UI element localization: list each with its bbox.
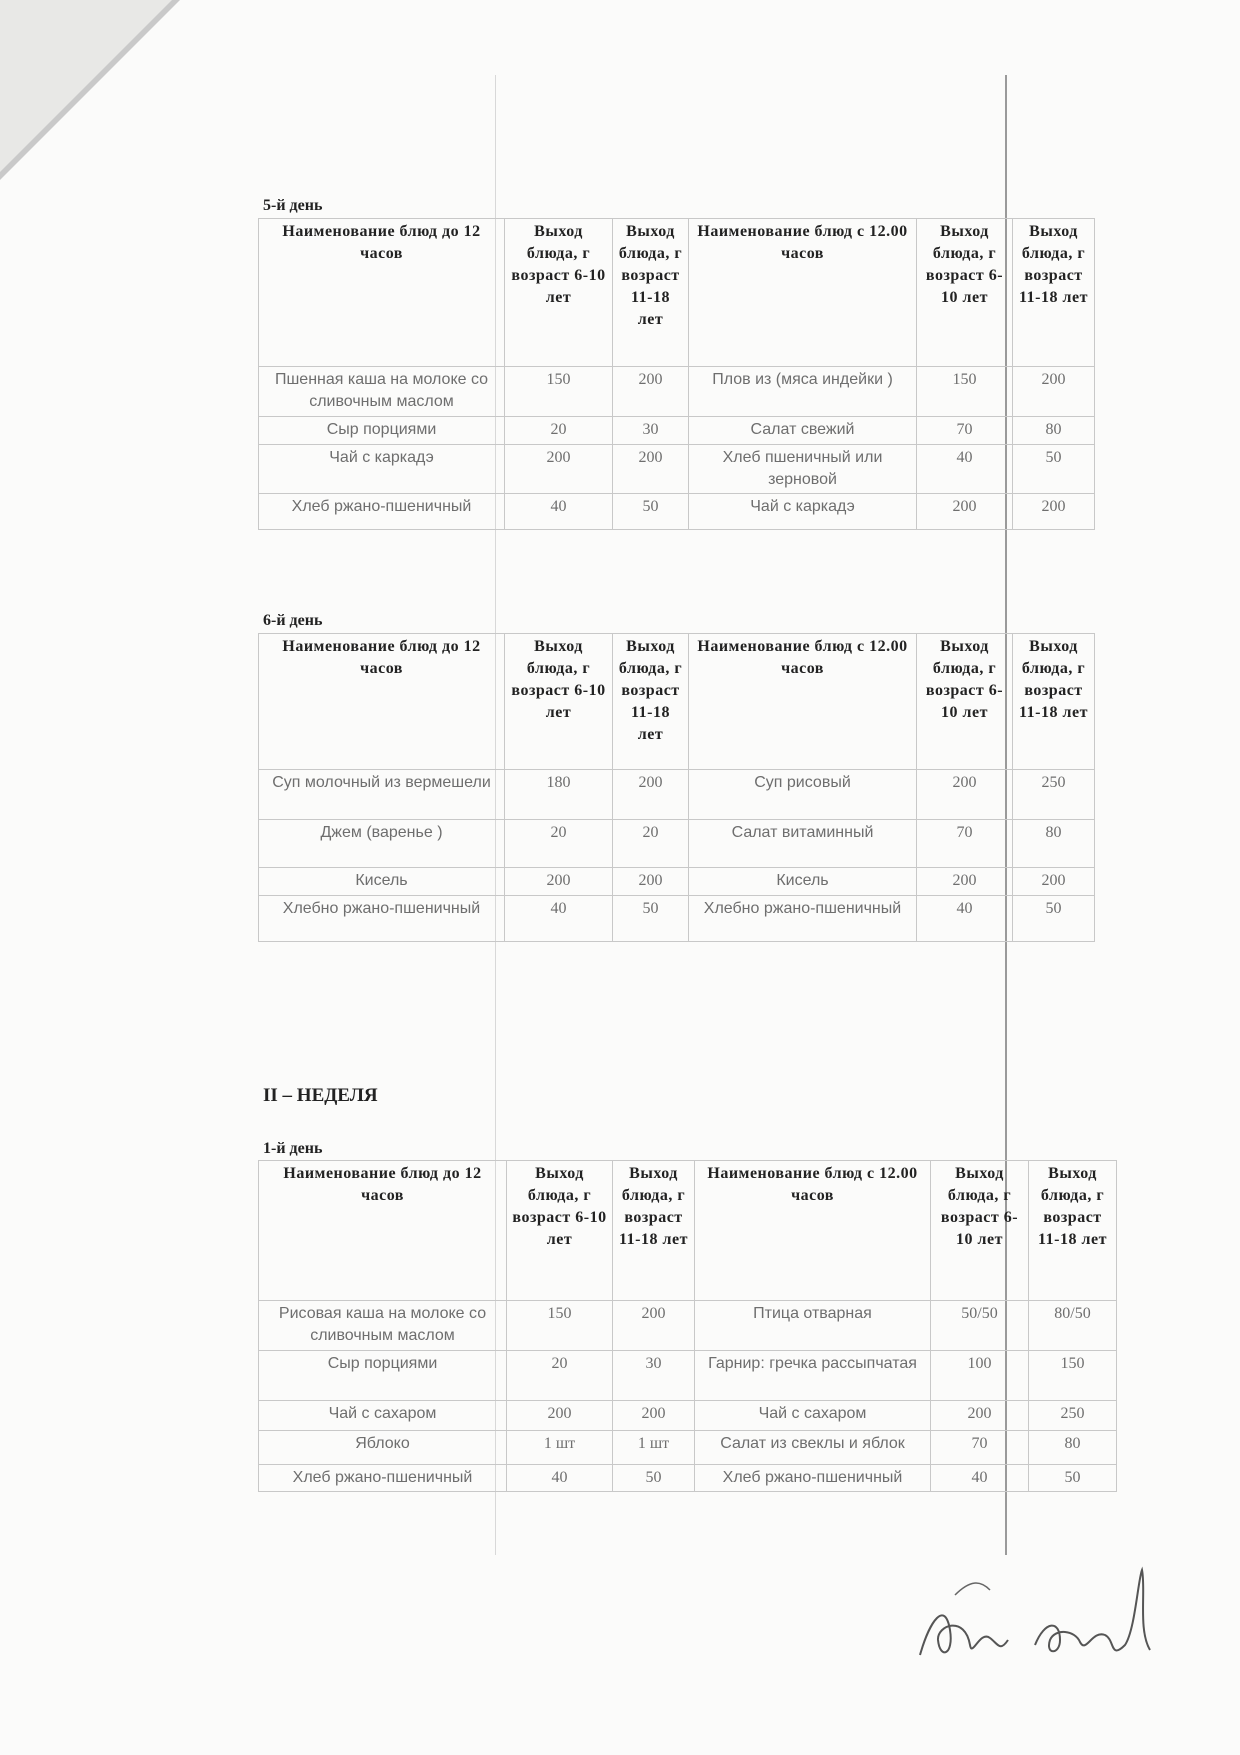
dish-after-12-cell: Плов из (мяса индейки ) xyxy=(689,367,917,417)
menu-table-day5 xyxy=(258,218,1095,530)
yield-11-18-cell: 50 xyxy=(613,896,689,942)
dish-before-12-cell: Яблоко xyxy=(259,1431,507,1465)
header-yield-6-10: Выход блюда, г возраст 6-10 лет xyxy=(505,634,613,770)
dish-before-12-cell: Рисовая каша на молоке со сливочным маслом xyxy=(259,1301,507,1351)
dish-before-12-cell: Хлеб ржано-пшеничный xyxy=(259,494,505,530)
dish-after-12-cell: Хлеб ржано-пшеничный xyxy=(695,1465,931,1492)
yield-11-18-cell: 80 xyxy=(1029,1431,1117,1465)
week-heading: II – НЕДЕЛЯ xyxy=(263,1085,378,1106)
yield-11-18-cell: 200 xyxy=(613,445,689,494)
table-row xyxy=(259,770,1095,820)
day-heading: 5-й день xyxy=(263,197,323,214)
dish-after-12-cell: Чай с каркадэ xyxy=(689,494,917,530)
yield-11-18-cell: 200 xyxy=(1013,494,1095,530)
table-row xyxy=(259,1465,1117,1492)
header-yield-6-10: Выход блюда, г возраст 6-10 лет xyxy=(507,1161,613,1301)
table-row xyxy=(259,820,1095,868)
yield-11-18-cell: 80 xyxy=(1013,417,1095,445)
header-yield-11-18: Выход блюда, г возраст 11-18 лет xyxy=(613,1161,695,1301)
yield-6-10-cell: 1 шт xyxy=(507,1431,613,1465)
yield-6-10-cell: 40 xyxy=(917,445,1013,494)
yield-6-10-cell: 70 xyxy=(931,1431,1029,1465)
yield-6-10-cell: 200 xyxy=(917,868,1013,896)
yield-6-10-cell: 40 xyxy=(931,1465,1029,1492)
yield-11-18-cell: 200 xyxy=(613,770,689,820)
header-yield-11-18: Выход блюда, г возраст 11-18 лет xyxy=(613,634,689,770)
yield-6-10-cell: 150 xyxy=(505,367,613,417)
header-name-before-12: Наименование блюд до 12 часов xyxy=(259,219,505,367)
dish-before-12-cell: Пшенная каша на молоке со сливочным маслом xyxy=(259,367,505,417)
yield-11-18-cell: 80/50 xyxy=(1029,1301,1117,1351)
folded-corner-shadow xyxy=(0,0,172,172)
header-yield-6-10: Выход блюда, г возраст 6-10 лет xyxy=(931,1161,1029,1301)
yield-11-18-cell: 50 xyxy=(1029,1465,1117,1492)
yield-6-10-cell: 40 xyxy=(917,896,1013,942)
yield-6-10-cell: 200 xyxy=(917,494,1013,530)
yield-6-10-cell: 20 xyxy=(507,1351,613,1401)
yield-11-18-cell: 50 xyxy=(1013,445,1095,494)
yield-6-10-cell: 180 xyxy=(505,770,613,820)
header-yield-11-18: Выход блюда, г возраст 11-18 лет xyxy=(1013,634,1095,770)
yield-6-10-cell: 70 xyxy=(917,417,1013,445)
yield-11-18-cell: 50 xyxy=(613,494,689,530)
dish-before-12-cell: Сыр порциями xyxy=(259,1351,507,1401)
yield-11-18-cell: 200 xyxy=(1013,868,1095,896)
yield-11-18-cell: 200 xyxy=(613,367,689,417)
dish-after-12-cell: Кисель xyxy=(689,868,917,896)
yield-11-18-cell: 1 шт xyxy=(613,1431,695,1465)
header-name-before-12: Наименование блюд до 12 часов xyxy=(259,634,505,770)
menu-table-week2-day1 xyxy=(258,1160,1117,1492)
header-name-before-12: Наименование блюд до 12 часов xyxy=(259,1161,507,1301)
yield-6-10-cell: 150 xyxy=(507,1301,613,1351)
table-row xyxy=(259,1401,1117,1431)
day-heading: 1-й день xyxy=(263,1140,323,1157)
dish-after-12-cell: Суп рисовый xyxy=(689,770,917,820)
header-yield-6-10: Выход блюда, г возраст 6-10 лет xyxy=(505,219,613,367)
header-name-after-12: Наименование блюд с 12.00 часов xyxy=(689,219,917,367)
yield-6-10-cell: 40 xyxy=(505,494,613,530)
table-row xyxy=(259,445,1095,494)
table-row xyxy=(259,417,1095,445)
day-heading: 6-й день xyxy=(263,612,323,629)
dish-before-12-cell: Сыр порциями xyxy=(259,417,505,445)
yield-11-18-cell: 200 xyxy=(613,868,689,896)
yield-6-10-cell: 20 xyxy=(505,820,613,868)
dish-after-12-cell: Салат свежий xyxy=(689,417,917,445)
table-row xyxy=(259,868,1095,896)
dish-before-12-cell: Джем (варенье ) xyxy=(259,820,505,868)
header-name-after-12: Наименование блюд с 12.00 часов xyxy=(695,1161,931,1301)
dish-after-12-cell: Птица отварная xyxy=(695,1301,931,1351)
dish-before-12-cell: Чай с сахаром xyxy=(259,1401,507,1431)
yield-6-10-cell: 200 xyxy=(917,770,1013,820)
table-row xyxy=(259,896,1095,942)
table-row xyxy=(259,367,1095,417)
yield-11-18-cell: 30 xyxy=(613,1351,695,1401)
dish-before-12-cell: Чай с каркадэ xyxy=(259,445,505,494)
yield-11-18-cell: 250 xyxy=(1029,1401,1117,1431)
dish-after-12-cell: Чай с сахаром xyxy=(695,1401,931,1431)
dish-before-12-cell: Кисель xyxy=(259,868,505,896)
table-row xyxy=(259,1301,1117,1351)
yield-11-18-cell: 200 xyxy=(613,1401,695,1431)
signature xyxy=(910,1560,1170,1680)
yield-6-10-cell: 100 xyxy=(931,1351,1029,1401)
header-yield-11-18: Выход блюда, г возраст 11-18 лет xyxy=(1013,219,1095,367)
dish-after-12-cell: Хлебно ржано-пшеничный xyxy=(689,896,917,942)
yield-11-18-cell: 50 xyxy=(613,1465,695,1492)
yield-11-18-cell: 80 xyxy=(1013,820,1095,868)
yield-6-10-cell: 200 xyxy=(507,1401,613,1431)
yield-6-10-cell: 70 xyxy=(917,820,1013,868)
table-row xyxy=(259,1431,1117,1465)
yield-11-18-cell: 30 xyxy=(613,417,689,445)
yield-6-10-cell: 200 xyxy=(505,445,613,494)
dish-before-12-cell: Суп молочный из вермешели xyxy=(259,770,505,820)
yield-11-18-cell: 200 xyxy=(613,1301,695,1351)
yield-11-18-cell: 20 xyxy=(613,820,689,868)
yield-6-10-cell: 200 xyxy=(931,1401,1029,1431)
yield-11-18-cell: 200 xyxy=(1013,367,1095,417)
header-name-after-12: Наименование блюд с 12.00 часов xyxy=(689,634,917,770)
table-row xyxy=(259,494,1095,530)
yield-6-10-cell: 40 xyxy=(505,896,613,942)
dish-before-12-cell: Хлебно ржано-пшеничный xyxy=(259,896,505,942)
dish-after-12-cell: Салат витаминный xyxy=(689,820,917,868)
yield-11-18-cell: 250 xyxy=(1013,770,1095,820)
yield-6-10-cell: 20 xyxy=(505,417,613,445)
menu-table-day6 xyxy=(258,633,1095,942)
yield-6-10-cell: 200 xyxy=(505,868,613,896)
header-yield-6-10: Выход блюда, г возраст 6-10 лет xyxy=(917,219,1013,367)
header-yield-11-18: Выход блюда, г возраст 11-18 лет xyxy=(1029,1161,1117,1301)
yield-11-18-cell: 150 xyxy=(1029,1351,1117,1401)
dish-before-12-cell: Хлеб ржано-пшеничный xyxy=(259,1465,507,1492)
header-yield-11-18: Выход блюда, г возраст 11-18 лет xyxy=(613,219,689,367)
table-row xyxy=(259,1351,1117,1401)
yield-6-10-cell: 40 xyxy=(507,1465,613,1492)
yield-6-10-cell: 50/50 xyxy=(931,1301,1029,1351)
yield-6-10-cell: 150 xyxy=(917,367,1013,417)
dish-after-12-cell: Гарнир: гречка рассыпчатая xyxy=(695,1351,931,1401)
dish-after-12-cell: Хлеб пшеничный или зерновой xyxy=(689,445,917,494)
yield-11-18-cell: 50 xyxy=(1013,896,1095,942)
dish-after-12-cell: Салат из свеклы и яблок xyxy=(695,1431,931,1465)
header-yield-6-10: Выход блюда, г возраст 6-10 лет xyxy=(917,634,1013,770)
